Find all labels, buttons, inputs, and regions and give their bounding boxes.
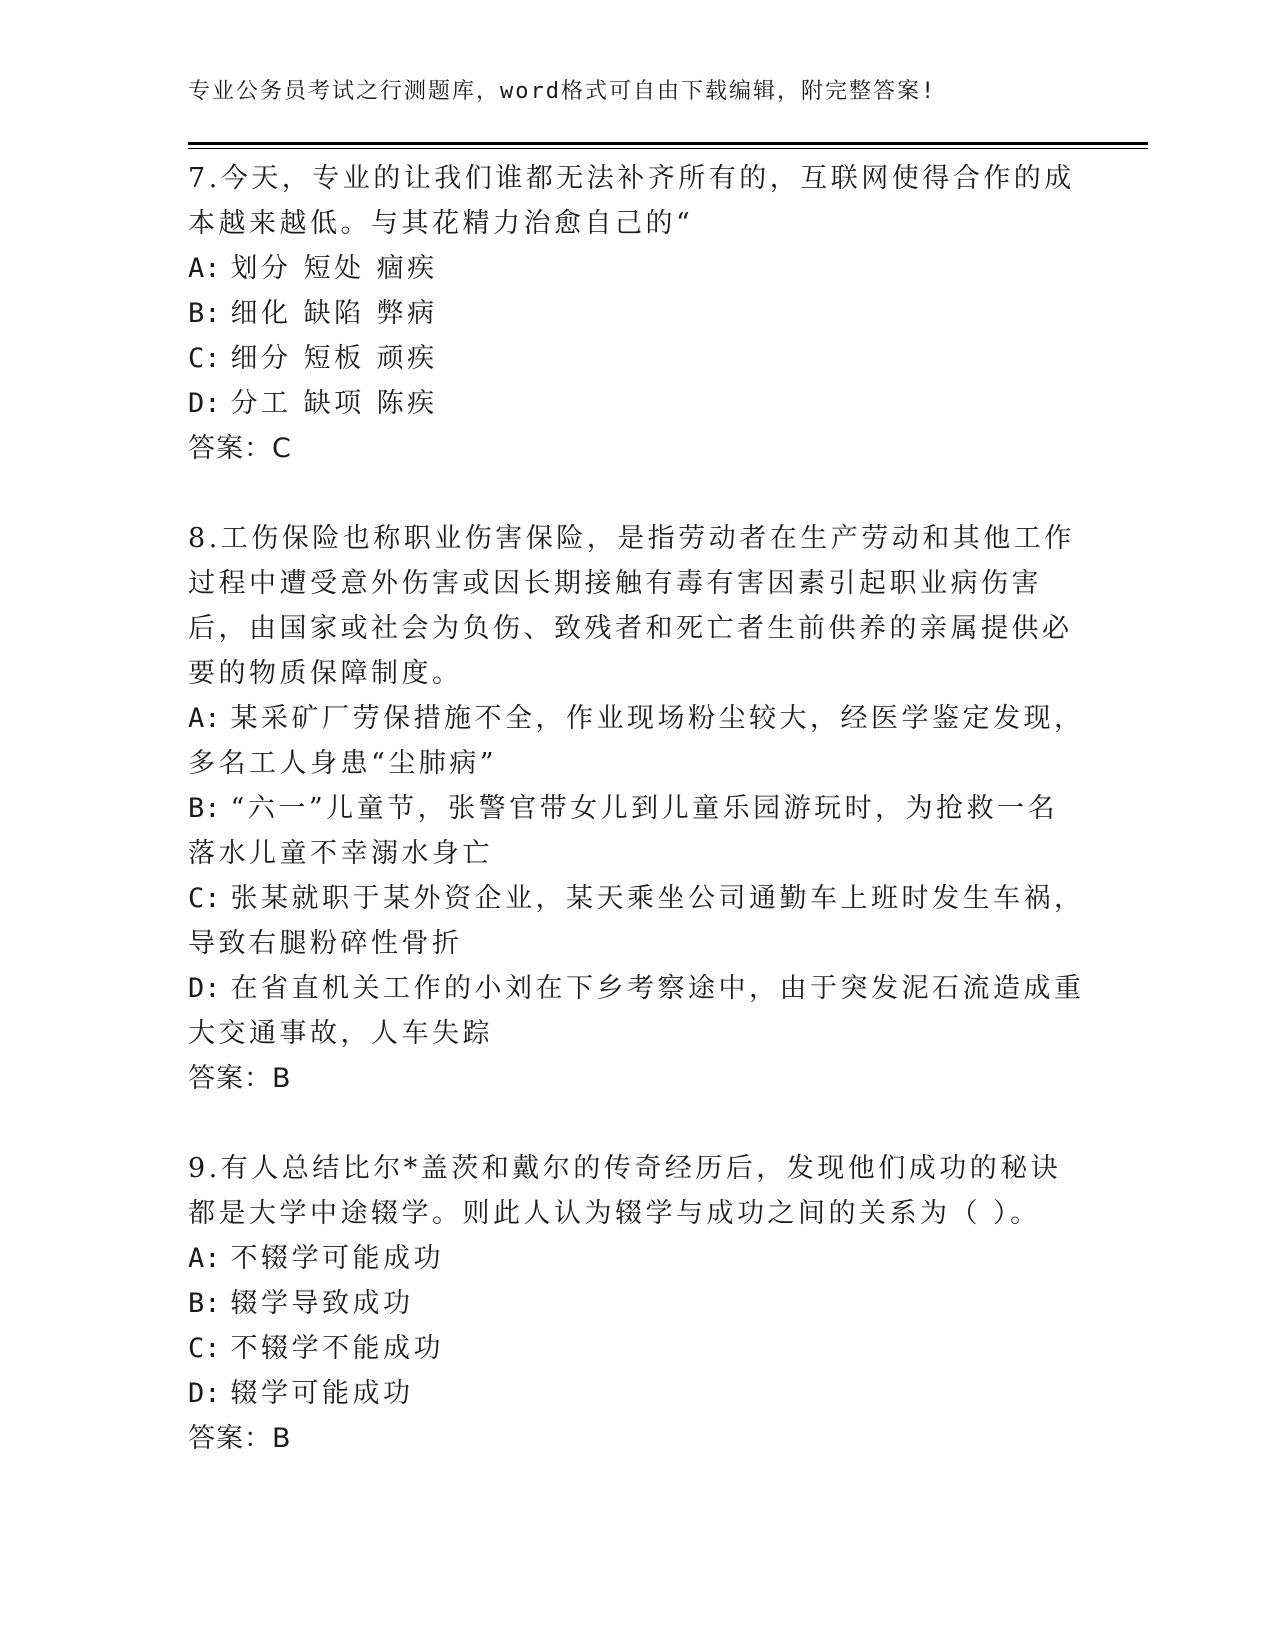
option-a xyxy=(188,246,1088,291)
option-c xyxy=(188,876,1088,966)
option-b xyxy=(188,786,1088,876)
option-label: A: xyxy=(188,1243,221,1274)
option-text: 细分 短板 顽疾 xyxy=(230,343,438,374)
option-text: 不辍学不能成功 xyxy=(230,1333,445,1364)
option-label: D: xyxy=(188,1378,221,1409)
option-text: 分工 缺项 陈疾 xyxy=(230,388,438,419)
option-c xyxy=(188,336,1088,381)
option-label: C: xyxy=(188,343,221,374)
option-text: 某采矿厂劳保措施不全，作业现场粉尘较大，经医学鉴定发现，多名工人身患“尘肺病” xyxy=(188,703,1085,779)
option-label: C: xyxy=(188,1333,221,1364)
question-stem: 9.有人总结比尔*盖茨和戴尔的传奇经历后，发现他们成功的秘诀都是大学中途辍学。则此人认为辍学与成功之间的关系为（ ）。 xyxy=(188,1153,1062,1229)
option-b xyxy=(188,291,1088,336)
option-label: C: xyxy=(188,883,221,914)
option-d xyxy=(188,1371,1088,1416)
option-label: A: xyxy=(188,703,221,734)
header-divider-thin xyxy=(188,148,1148,149)
option-text: 张某就职于某外资企业，某天乘坐公司通勤车上班时发生车祸，导致右腿粉碎性骨折 xyxy=(188,883,1085,959)
option-label: B: xyxy=(188,793,221,824)
option-label: B: xyxy=(188,1288,221,1319)
answer-line: 答案：C xyxy=(188,433,292,464)
question-8 xyxy=(188,516,1088,1102)
question-7 xyxy=(188,156,1088,472)
question-9 xyxy=(188,1146,1088,1462)
header-divider xyxy=(188,142,1148,145)
option-d xyxy=(188,381,1088,426)
option-label: D: xyxy=(188,973,221,1004)
option-text: 在省直机关工作的小刘在下乡考察途中，由于突发泥石流造成重大交通事故，人车失踪 xyxy=(188,973,1085,1049)
question-list xyxy=(188,156,1088,1506)
option-text: 划分 短处 痼疾 xyxy=(230,253,438,284)
option-text: 辍学可能成功 xyxy=(230,1378,414,1409)
option-text: 不辍学可能成功 xyxy=(230,1243,445,1274)
answer-line: 答案：B xyxy=(188,1423,292,1454)
answer-line: 答案：B xyxy=(188,1063,292,1094)
option-text: “六一”儿童节，张警官带女儿到儿童乐园游玩时，为抢救一名落水儿童不幸溺水身亡 xyxy=(188,793,1059,869)
option-a xyxy=(188,696,1088,786)
option-text: 辍学导致成功 xyxy=(230,1288,414,1319)
option-label: A: xyxy=(188,253,221,284)
option-d xyxy=(188,966,1088,1056)
option-b xyxy=(188,1281,1088,1326)
question-stem: 8.工伤保险也称职业伤害保险，是指劳动者在生产劳动和其他工作过程中遭受意外伤害或因长期接触有毒有害因素引起职业病伤害后，由国家或社会为负伤、致残者和死亡者生前供养的亲属提供必要的物质保障制度。 xyxy=(188,523,1075,689)
option-label: D: xyxy=(188,388,221,419)
page-header: 专业公务员考试之行测题库，word格式可自由下载编辑，附完整答案! xyxy=(188,79,937,104)
option-a xyxy=(188,1236,1088,1281)
option-text: 细化 缺陷 弊病 xyxy=(230,298,438,329)
question-stem: 7.今天，专业的让我们谁都无法补齐所有的，互联网使得合作的成本越来越低。与其花精力治愈自己的“ xyxy=(188,163,1075,239)
option-c xyxy=(188,1326,1088,1371)
option-label: B: xyxy=(188,298,221,329)
